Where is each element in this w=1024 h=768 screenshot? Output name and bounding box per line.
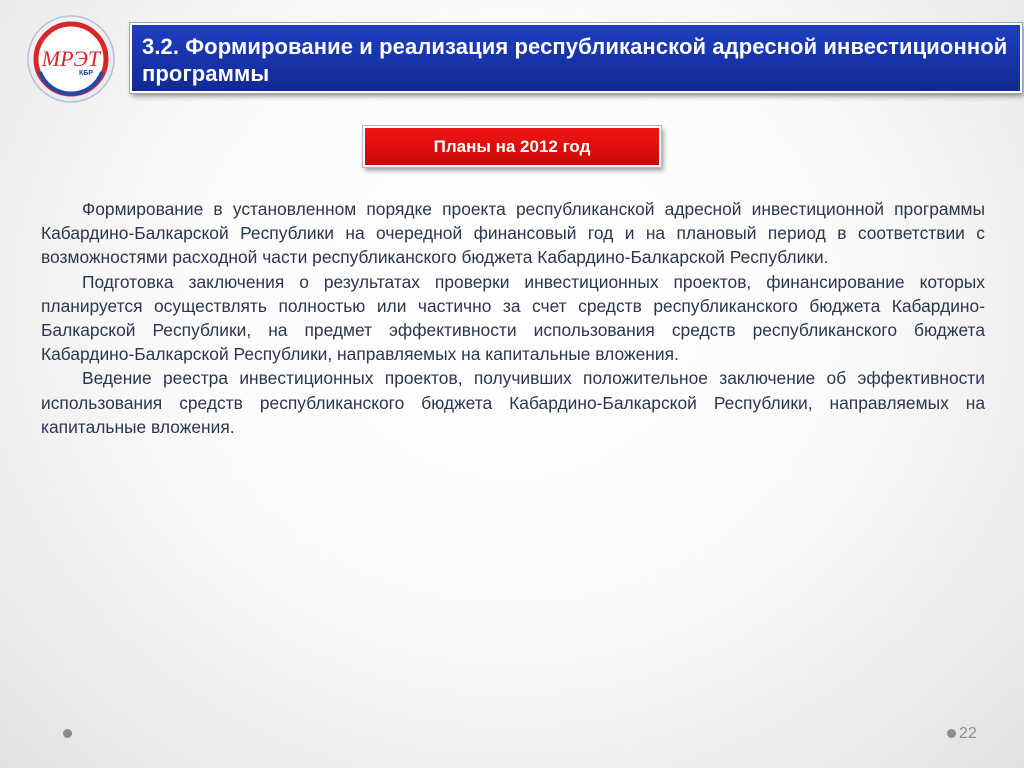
slide-title bbox=[130, 23, 1022, 93]
page-number: 22 bbox=[959, 725, 977, 742]
slide-title-text: 3.2. Формирование и реализация республиканской адресной инвестиционной программы bbox=[142, 34, 1008, 86]
paragraph-registry: Ведение реестра инвестиционных проектов, получивших положительное заключение об эффективности использования средств республиканского бюджета Кабардино-Балкарской Республики, направляемых на капитальные вложения. bbox=[41, 368, 985, 437]
svg-text:КБР: КБР bbox=[79, 70, 93, 77]
svg-text:МРЭТ: МРЭТ bbox=[41, 46, 101, 71]
mret-kbr-logo-icon bbox=[26, 14, 116, 104]
content-body bbox=[41, 197, 985, 439]
paragraph-formation: Формирование в установленном порядке проекта республиканской адресной инвестиционной программы Кабардино-Балкарской Республики на очередной финансовый год и на плановый период в соответствии с возможностями расходной части республиканского бюджета Кабардино-Балкарской Республики. bbox=[41, 199, 985, 268]
paragraph-conclusion: Подготовка заключения о результатах проверки инвестиционных проектов, финансирование которых планируется осуществлять полностью или частично за счет средств республиканского бюджета Кабардино-Балкарской Республики, на предмет эффективности использования средств республиканского бюджета Кабардино-Балкарской Республики, направляемых на капитальные вложения. bbox=[41, 271, 985, 365]
footer-dot-right bbox=[947, 729, 956, 738]
footer-dot-left bbox=[63, 729, 72, 738]
plans-badge-label: Планы на 2012 год bbox=[433, 137, 591, 156]
logo bbox=[26, 14, 116, 104]
plans-badge bbox=[363, 126, 661, 167]
